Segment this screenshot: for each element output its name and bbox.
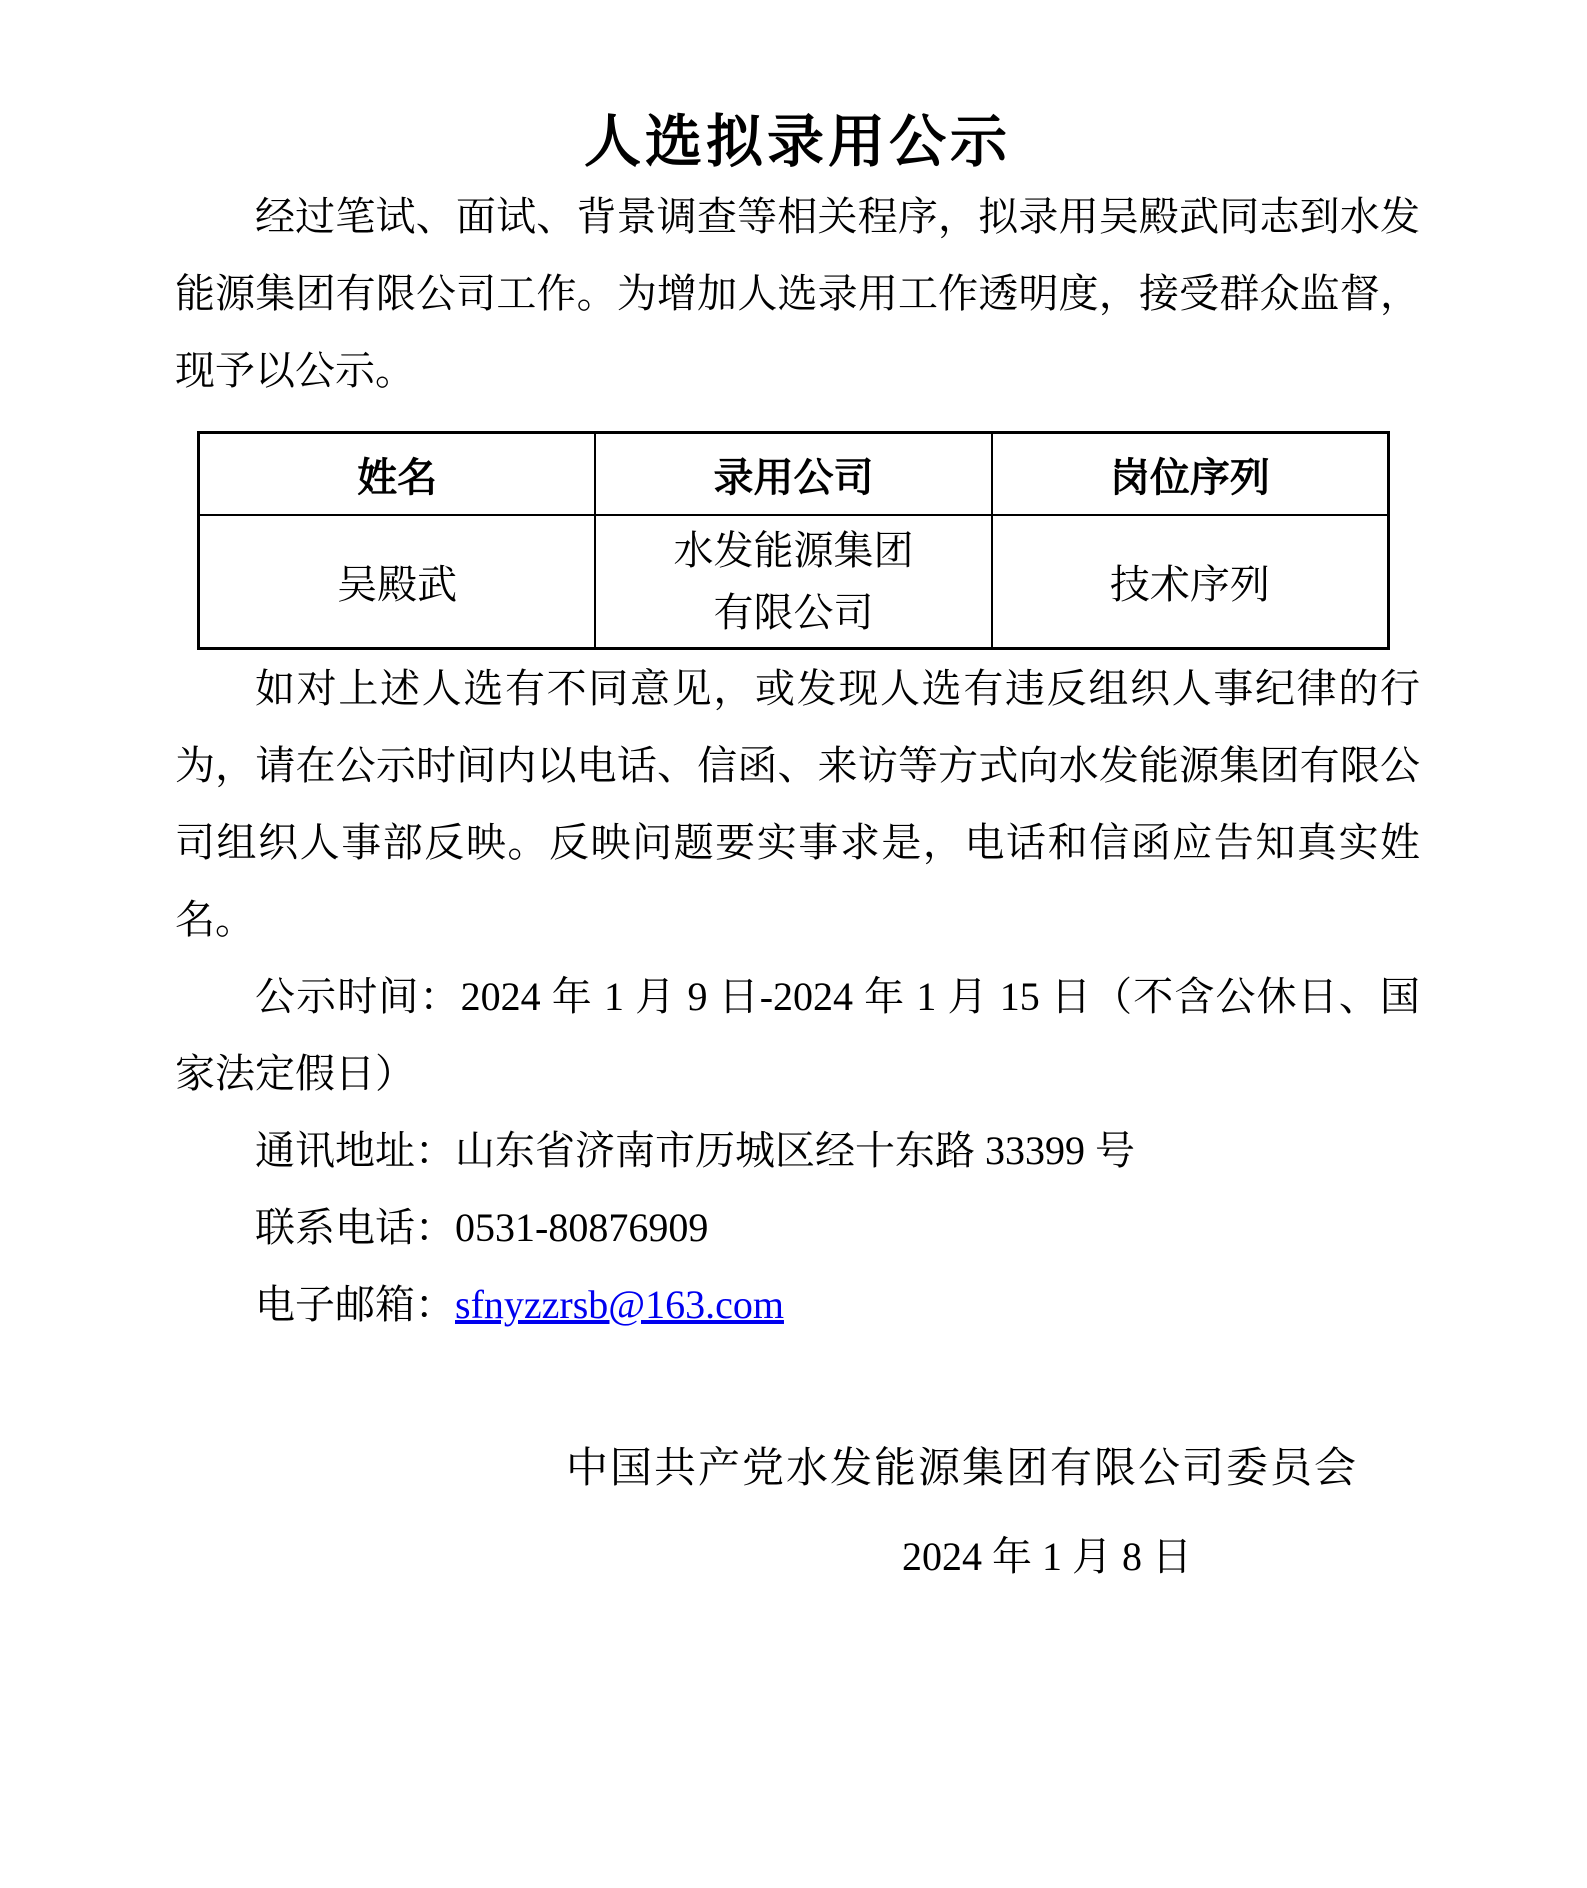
address-value: 山东省济南市历城区经十东路 33399 号	[455, 1128, 1135, 1173]
candidate-table	[197, 431, 1390, 650]
publicity-period-paragraph: 公示时间：2024 年 1 月 9 日-2024 年 1 月 15 日（不含公休日、国家法定假日）	[175, 974, 1420, 1096]
column-header-name: 姓名	[199, 433, 596, 516]
cell-company-line1: 水发能源集团	[673, 527, 914, 573]
objection-paragraph: 如对上述人选有不同意见，或发现人选有违反组织人事纪律的行为，请在公示时间内以电话、信函、来访等方式向水发能源集团有限公司组织人事部反映。反映问题要实事求是，电话和信函应告知真实姓名。	[175, 666, 1420, 942]
table-header-row	[199, 433, 1389, 516]
phone-value: 0531-80876909	[455, 1205, 709, 1250]
intro-paragraph: 经过笔试、面试、背景调查等相关程序，拟录用吴殿武同志到水发能源集团有限公司工作。为增加人选录用工作透明度，接受群众监督，现予以公示。	[175, 194, 1420, 393]
address-label: 通讯地址：	[255, 1128, 455, 1173]
phone-line	[175, 1189, 1420, 1266]
signature-date: 2024 年 1 月 8 日	[902, 1534, 1192, 1579]
email-label: 电子邮箱：	[255, 1282, 455, 1327]
page-title: 人选拟录用公示	[584, 111, 1011, 174]
signature-org: 中国共产党水发能源集团有限公司委员会	[565, 1446, 1358, 1492]
signature-block	[175, 1431, 1420, 1595]
column-header-position: 岗位序列	[992, 433, 1389, 516]
email-line	[175, 1266, 1420, 1343]
table-row	[199, 515, 1389, 649]
cell-company	[595, 515, 992, 649]
address-line	[175, 1112, 1420, 1189]
cell-company-line2: 有限公司	[713, 589, 874, 635]
cell-candidate-name: 吴殿武	[199, 515, 596, 649]
email-link[interactable]: sfnyzzrsb@163.com	[455, 1282, 784, 1327]
phone-label: 联系电话：	[255, 1205, 455, 1250]
column-header-company: 录用公司	[595, 433, 992, 516]
cell-position: 技术序列	[992, 515, 1389, 649]
